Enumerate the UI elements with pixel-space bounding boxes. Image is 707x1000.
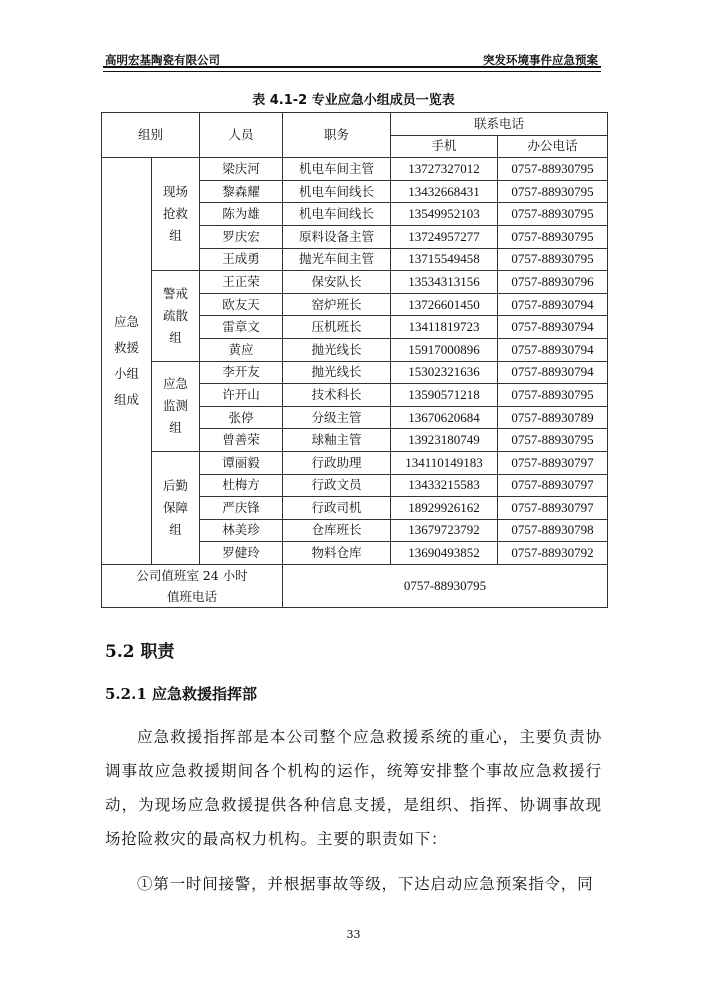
- outer-group-cell: [102, 158, 152, 565]
- member-name: 林美珍: [200, 519, 283, 542]
- member-office: 0757-88930795: [498, 158, 608, 181]
- member-office: 0757-88930795: [498, 203, 608, 226]
- group-name-text: 保障: [163, 499, 189, 515]
- member-mobile: 13590571218: [391, 384, 498, 407]
- member-name: 王正荣: [200, 271, 283, 294]
- member-mobile: 15302321636: [391, 361, 498, 384]
- group-name-cell: [152, 361, 200, 451]
- member-office: 0757-88930795: [498, 384, 608, 407]
- header-person: 人员: [200, 113, 283, 158]
- member-office: 0757-88930797: [498, 474, 608, 497]
- header-rule-thin: [103, 71, 601, 72]
- member-office: 0757-88930797: [498, 451, 608, 474]
- member-office: 0757-88930792: [498, 542, 608, 565]
- member-position: 机电车间主管: [283, 158, 391, 181]
- member-office: 0757-88930795: [498, 180, 608, 203]
- header-office: 办公电话: [498, 135, 608, 158]
- member-mobile: 13679723792: [391, 519, 498, 542]
- member-mobile: 13715549458: [391, 248, 498, 271]
- group-name-text: 组: [169, 521, 182, 537]
- member-name: 梁庆河: [200, 158, 283, 181]
- member-mobile: 13724957277: [391, 225, 498, 248]
- member-name: 张停: [200, 406, 283, 429]
- member-position: 物料仓库: [283, 542, 391, 565]
- outer-group-text: 小组: [113, 366, 139, 382]
- member-position: 仓库班长: [283, 519, 391, 542]
- member-name: 雷章文: [200, 316, 283, 339]
- member-position: 行政司机: [283, 497, 391, 520]
- group-name-text: 组: [169, 228, 182, 244]
- member-name: 李开友: [200, 361, 283, 384]
- subsection-heading: 5.2.1 应急救援指挥部: [105, 685, 257, 703]
- group-name-text: 抢救: [163, 206, 189, 222]
- group-name-cell: [152, 451, 200, 564]
- member-mobile: 134110149183: [391, 451, 498, 474]
- member-office: 0757-88930795: [498, 225, 608, 248]
- members-table-body: [102, 113, 608, 608]
- outer-group-text: 应急: [113, 314, 139, 330]
- header-group: 组别: [102, 113, 200, 158]
- group-name-text: 疏散: [163, 307, 189, 323]
- company-name: 高明宏基陶瓷有限公司: [105, 53, 220, 67]
- member-name: 曾善荣: [200, 429, 283, 452]
- duty-phone-label: [102, 564, 283, 607]
- member-mobile: 13690493852: [391, 542, 498, 565]
- member-mobile: 13549952103: [391, 203, 498, 226]
- table-row: [102, 361, 608, 384]
- group-name-text: 组: [169, 420, 182, 436]
- table-row: [102, 158, 608, 181]
- table-caption: 表 4.1-2 专业应急小组成员一览表: [252, 93, 455, 108]
- group-name-cell: [152, 158, 200, 271]
- member-name: 许开山: [200, 384, 283, 407]
- member-mobile: 13432668431: [391, 180, 498, 203]
- member-office: 0757-88930796: [498, 271, 608, 294]
- member-position: 机电车间线长: [283, 203, 391, 226]
- group-name-text: 警戒: [163, 285, 189, 301]
- member-position: 机电车间线长: [283, 180, 391, 203]
- member-office: 0757-88930794: [498, 316, 608, 339]
- duty-phone-row: [102, 564, 608, 607]
- member-name: 谭丽毅: [200, 451, 283, 474]
- member-position: 行政助理: [283, 451, 391, 474]
- member-name: 严庆锋: [200, 497, 283, 520]
- member-mobile: 13923180749: [391, 429, 498, 452]
- member-mobile: 13726601450: [391, 293, 498, 316]
- duty-phone-number: 0757-88930795: [283, 564, 608, 607]
- member-position: 保安队长: [283, 271, 391, 294]
- members-table: [101, 112, 608, 608]
- member-position: 技术科长: [283, 384, 391, 407]
- member-position: 窑炉班长: [283, 293, 391, 316]
- group-name-text: 应急: [163, 376, 189, 392]
- group-name-text: 监测: [163, 398, 189, 414]
- duty-item-1: ①第一时间接警，并根据事故等级，下达启动应急预案指令，同: [137, 875, 594, 893]
- member-name: 罗健玲: [200, 542, 283, 565]
- member-office: 0757-88930789: [498, 406, 608, 429]
- group-name-text: 后勤: [163, 477, 189, 493]
- member-mobile: 18929926162: [391, 497, 498, 520]
- header-contact: 联系电话: [391, 113, 608, 136]
- section-heading: 5.2 职责: [105, 642, 175, 662]
- member-position: 原料设备主管: [283, 225, 391, 248]
- member-position: 分级主管: [283, 406, 391, 429]
- member-position: 行政文员: [283, 474, 391, 497]
- member-mobile: 13670620684: [391, 406, 498, 429]
- document-title: 突发环境事件应急预案: [483, 53, 598, 67]
- table-header-row: [102, 113, 608, 136]
- member-position: 压机班长: [283, 316, 391, 339]
- member-name: 黎森耀: [200, 180, 283, 203]
- member-position: 抛光车间主管: [283, 248, 391, 271]
- member-name: 黄应: [200, 338, 283, 361]
- header-mobile: 手机: [391, 135, 498, 158]
- group-name-text: 现场: [163, 184, 189, 200]
- member-office: 0757-88930797: [498, 497, 608, 520]
- member-mobile: 13411819723: [391, 316, 498, 339]
- member-office: 0757-88930795: [498, 248, 608, 271]
- outer-group-text: 组成: [113, 392, 139, 408]
- header-rule-thick: [103, 66, 601, 68]
- member-office: 0757-88930794: [498, 361, 608, 384]
- member-position: 抛光线长: [283, 338, 391, 361]
- member-mobile: 13534313156: [391, 271, 498, 294]
- member-mobile: 15917000896: [391, 338, 498, 361]
- duty-label-line2: 值班电话: [167, 588, 218, 604]
- member-office: 0757-88930794: [498, 293, 608, 316]
- member-name: 罗庆宏: [200, 225, 283, 248]
- group-name-cell: [152, 271, 200, 361]
- duty-label-line1: 公司值班室 24 小时: [136, 567, 248, 583]
- member-position: 抛光线长: [283, 361, 391, 384]
- member-name: 陈为雄: [200, 203, 283, 226]
- table-row: [102, 271, 608, 294]
- member-office: 0757-88930798: [498, 519, 608, 542]
- member-mobile: 13727327012: [391, 158, 498, 181]
- body-paragraph: 应急救援指挥部是本公司整个应急救援系统的重心，主要负责协调事故应急救援期间各个机构的运作，统筹安排整个事故应急救援行动，为现场应急救援提供各种信息支援，是组织、指挥、协调事故现场抢险救灾的最高权力机构。主要的职责如下：: [105, 728, 602, 848]
- table-row: [102, 451, 608, 474]
- member-office: 0757-88930795: [498, 429, 608, 452]
- member-position: 球釉主管: [283, 429, 391, 452]
- member-name: 欧友天: [200, 293, 283, 316]
- member-mobile: 13433215583: [391, 474, 498, 497]
- member-name: 杜梅方: [200, 474, 283, 497]
- member-office: 0757-88930794: [498, 338, 608, 361]
- page-number: 33: [346, 928, 361, 941]
- outer-group-text: 救援: [113, 340, 139, 356]
- header-position: 职务: [283, 113, 391, 158]
- group-name-text: 组: [169, 329, 182, 345]
- member-name: 王成勇: [200, 248, 283, 271]
